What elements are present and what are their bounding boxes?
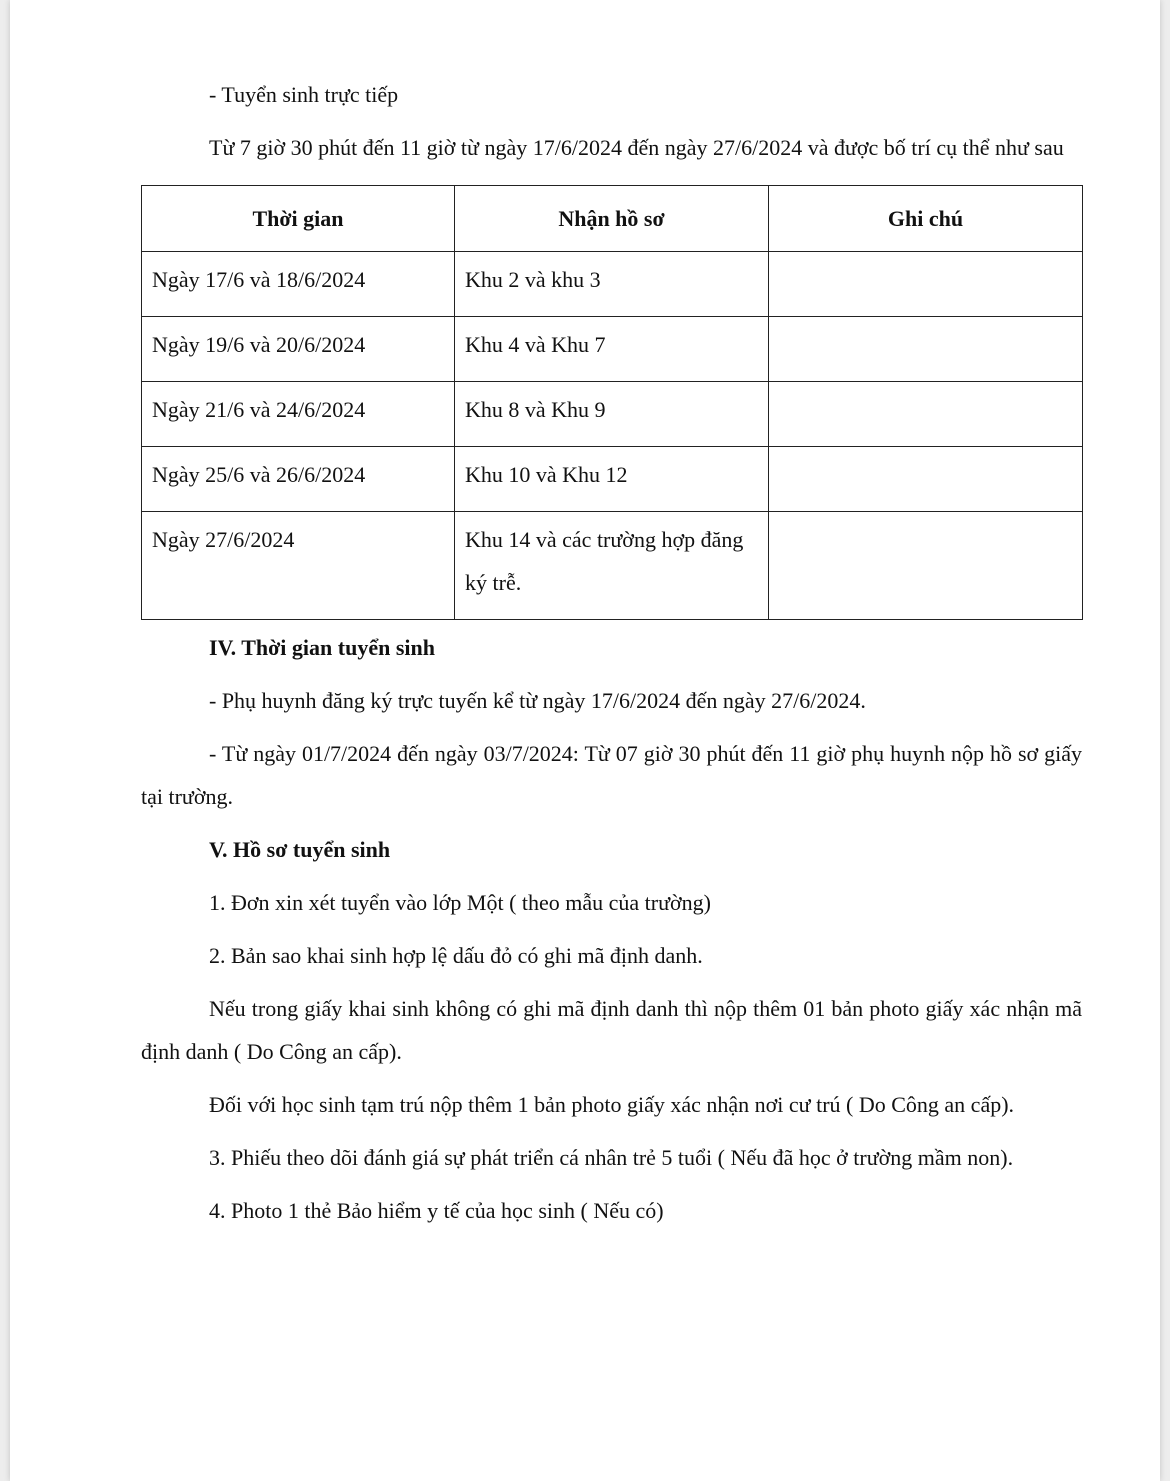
cell-note bbox=[769, 447, 1083, 512]
section-5-item: Nếu trong giấy khai sinh không có ghi mã định danh thì nộp thêm 01 bản photo giấy xác nhận mã định danh ( Do Công an cấp). bbox=[141, 996, 1082, 1064]
cell-time: Ngày 25/6 và 26/6/2024 bbox=[142, 447, 455, 512]
header-time: Thời gian bbox=[142, 186, 455, 252]
cell-area: Khu 2 và khu 3 bbox=[455, 252, 769, 317]
header-receive-documents: Nhận hồ sơ bbox=[455, 186, 769, 252]
document-page bbox=[10, 0, 1160, 1481]
cell-time: Ngày 17/6 và 18/6/2024 bbox=[142, 252, 455, 317]
section-5-item: 1. Đơn xin xét tuyển vào lớp Một ( theo mẫu của trường) bbox=[209, 890, 712, 915]
section-5-item: 4. Photo 1 thẻ Bảo hiểm y tế của học sinh ( Nếu có) bbox=[209, 1198, 664, 1223]
table-row bbox=[142, 382, 1083, 447]
section-4-item: - Từ ngày 01/7/2024 đến ngày 03/7/2024: Từ 07 giờ 30 phút đến 11 giờ phụ huynh nộp hồ sơ giấy tại trường. bbox=[141, 741, 1082, 809]
cell-time: Ngày 19/6 và 20/6/2024 bbox=[142, 317, 455, 382]
section-4-item: - Phụ huynh đăng ký trực tuyến kể từ ngày 17/6/2024 đến ngày 27/6/2024. bbox=[209, 688, 866, 713]
section-5-item: 2. Bản sao khai sinh hợp lệ dấu đỏ có ghi mã định danh. bbox=[209, 943, 703, 968]
table-row bbox=[142, 317, 1083, 382]
direct-enrollment-schedule: Từ 7 giờ 30 phút đến 11 giờ từ ngày 17/6/2024 đến ngày 27/6/2024 và được bố trí cụ thể như sau bbox=[209, 135, 1064, 160]
cell-note bbox=[769, 317, 1083, 382]
cell-note bbox=[769, 382, 1083, 447]
cell-time: Ngày 21/6 và 24/6/2024 bbox=[142, 382, 455, 447]
section-5-heading: V. Hồ sơ tuyển sinh bbox=[209, 837, 391, 862]
cell-note bbox=[769, 252, 1083, 317]
table-row bbox=[142, 447, 1083, 512]
table-header-row bbox=[142, 186, 1083, 252]
cell-note bbox=[769, 512, 1083, 620]
cell-area: Khu 4 và Khu 7 bbox=[455, 317, 769, 382]
cell-area: Khu 10 và Khu 12 bbox=[455, 447, 769, 512]
document-body bbox=[141, 0, 1082, 1232]
schedule-table bbox=[141, 185, 1083, 620]
section-5-item: 3. Phiếu theo dõi đánh giá sự phát triển cá nhân trẻ 5 tuổi ( Nếu đã học ở trường mầm non). bbox=[209, 1145, 1014, 1170]
cell-time: Ngày 27/6/2024 bbox=[142, 512, 455, 620]
table-row bbox=[142, 252, 1083, 317]
section-5-item: Đối với học sinh tạm trú nộp thêm 1 bản photo giấy xác nhận nơi cư trú ( Do Công an cấp). bbox=[209, 1092, 1015, 1117]
header-notes: Ghi chú bbox=[769, 186, 1083, 252]
section-4-heading: IV. Thời gian tuyển sinh bbox=[209, 635, 435, 660]
table-row bbox=[142, 512, 1083, 620]
cell-area: Khu 14 và các trường hợp đăng ký trễ. bbox=[455, 512, 769, 620]
cell-area: Khu 8 và Khu 9 bbox=[455, 382, 769, 447]
direct-enrollment-item: - Tuyển sinh trực tiếp bbox=[209, 82, 399, 107]
